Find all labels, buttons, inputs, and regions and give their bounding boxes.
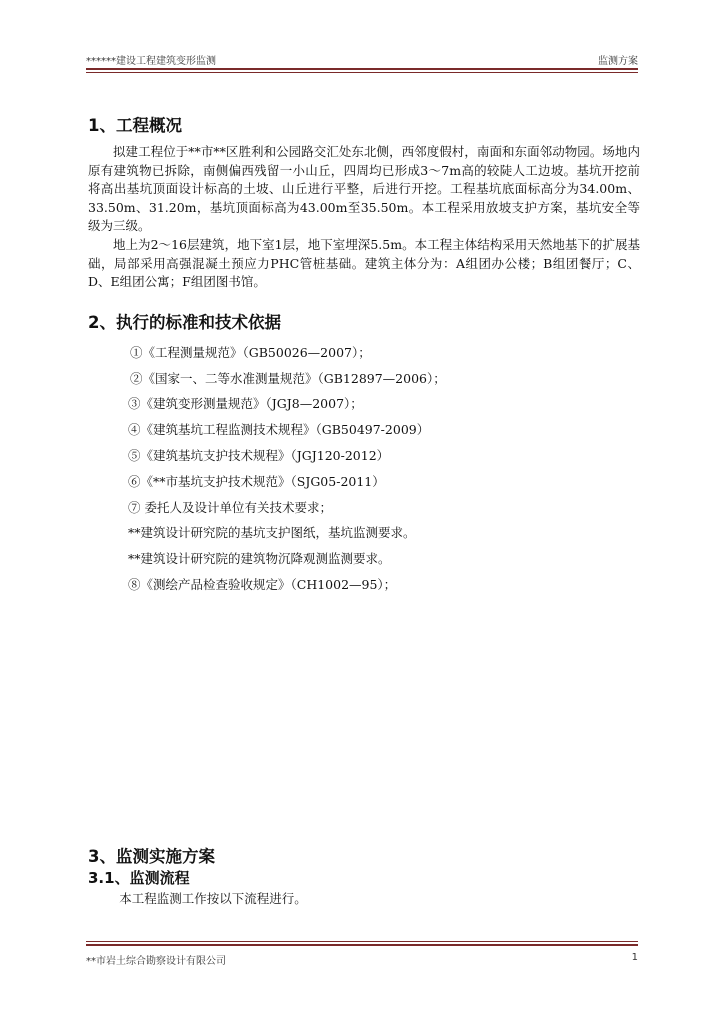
- header-project-title: ******建设工程建筑变形监测: [86, 56, 216, 67]
- list-item: ⑧《测绘产品检查验收规定》（CH1002—95）；: [128, 576, 397, 592]
- list-item: ⑥《**市基坑支护技术规范》（SJG05-2011）: [128, 473, 385, 489]
- section-3: [88, 846, 640, 909]
- section-2-title: 2、执行的标准和技术依据: [88, 312, 281, 332]
- list-item: **建筑设计研究院的建筑物沉降观测监测要求。: [128, 551, 391, 567]
- header-rule-thin: [86, 72, 638, 73]
- standards-list: [88, 344, 640, 594]
- section-3-title: 3、监测实施方案: [88, 847, 215, 866]
- header-rule: [86, 68, 638, 70]
- section-3-1-text: 本工程监测工作按以下流程进行。: [119, 891, 307, 906]
- section-3-1-title: 3.1、监测流程: [88, 869, 190, 887]
- section-1-title: 1、工程概况: [88, 116, 182, 135]
- footer-rule-thin: [86, 941, 638, 942]
- list-item: ⑦ 委托人及设计单位有关技术要求；: [128, 499, 332, 515]
- main-content: [88, 115, 640, 602]
- list-item: ③《建筑变形测量规范》（JGJ8—2007）；: [128, 396, 363, 412]
- page-number: 1: [631, 952, 638, 963]
- list-item: ①《工程测量规范》（GB50026—2007）；: [130, 344, 371, 360]
- section-1-paragraph-1: 拟建工程位于**市**区胜利和公园路交汇处东北侧，西邻度假村，南面和东面邻动物园。场地内原有建筑物已拆除，南侧偏西残留一小山丘，四周均已形成3～7m高的较陡人工边坡。基坑开挖前将高出基坑顶面设计标高的土坡、山丘进行平整，后进行开挖。工程基坑底面标高分为34.00m、33.50m、31.20m，基坑顶面标高为43.00m至35.50m。本工程采用放坡支护方案，基坑安全等级为三级。: [88, 144, 640, 234]
- list-item: **建筑设计研究院的基坑支护图纸，基坑监测要求。: [128, 525, 416, 541]
- page-footer: [86, 952, 638, 967]
- footer-rule: [86, 944, 638, 946]
- list-item: ④《建筑基坑工程监测技术规程》（GB50497-2009）: [128, 422, 430, 438]
- section-1-paragraph-2: 地上为2～16层建筑，地下室1层，地下室埋深5.5m。本工程主体结构采用天然地基下的扩展基础，局部采用高强混凝土预应力PHC管桩基础。建筑主体分为：A组团办公楼；B组团餐厅；C、D、E组团公寓；F组团图书馆。: [88, 236, 640, 290]
- page-header: [86, 52, 638, 67]
- list-item: ②《国家一、二等水准测量规范》（GB12897—2006）；: [130, 370, 446, 386]
- list-item: ⑤《建筑基坑支护技术规程》（JGJ120-2012）: [128, 447, 390, 463]
- header-doc-type: 监测方案: [598, 56, 638, 67]
- footer-company: **市岩土综合勘察设计有限公司: [86, 956, 226, 967]
